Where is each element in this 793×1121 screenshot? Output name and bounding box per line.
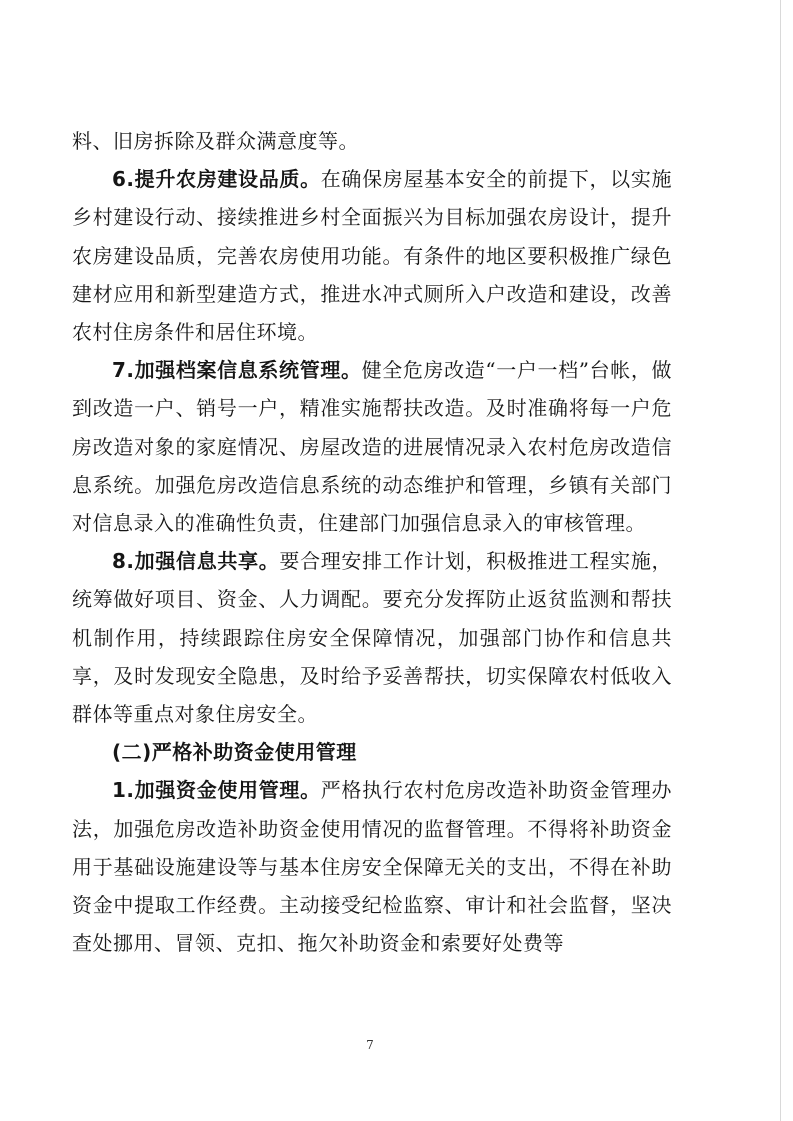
paragraph-item-8 xyxy=(72,542,672,733)
page-number: 7 xyxy=(366,1038,374,1052)
document-body xyxy=(72,122,672,962)
paragraph-heading: 8.加强信息共享。 xyxy=(112,549,280,574)
scan-edge-line xyxy=(780,0,781,1121)
section-heading: (二)严格补助资金使用管理 xyxy=(112,740,357,765)
paragraph-body: 严格执行农村危房改造补助资金管理办法，加强危房改造补助资金使用情况的监督管理。不得将补助资金用于基础设施建设等与基本住房安全保障无关的支出，不得在补助资金中提取工作经费。主动接受纪检监察、审计和社会监督，坚决查处挪用、冒领、克扣、拖欠补助资金和索要好处费等 xyxy=(72,778,673,956)
paragraph-heading: 6.提升农房建设品质。 xyxy=(112,167,321,192)
paragraph-body: 料、旧房拆除及群众满意度等。 xyxy=(72,129,359,153)
paragraph-body: 健全危房改造“一户一档”台帐，做到改造一户、销号一户，精准实施帮扶改造。及时准确将每一户危房改造对象的家庭情况、房屋改造的进展情况录入农村危房改造信息系统。加强危房改造信息系统的动态维护和管理，乡镇有关部门对信息录入的准确性负责，住建部门加强信息录入的审核管理。 xyxy=(72,358,673,536)
paragraph-body: 在确保房屋基本安全的前提下，以实施乡村建设行动、接续推进乡村全面振兴为目标加强农房设计，提升农房建设品质，完善农房使用功能。有条件的地区要积极推广绿色建材应用和新型建造方式，推进水冲式厕所入户改造和建设，改善农村住房条件和居住环境。 xyxy=(72,167,673,345)
paragraph-body: 要合理安排工作计划，积极推进工程实施，统筹做好项目、资金、人力调配。要充分发挥防止返贫监测和帮扶机制作用，持续跟踪住房安全保障情况，加强部门协作和信息共享，及时发现安全隐患，及时给予妥善帮扶，切实保障农村低收入群体等重点对象住房安全。 xyxy=(72,549,673,727)
paragraph-item-7 xyxy=(72,351,672,542)
paragraph-section-item-1 xyxy=(72,771,672,962)
paragraph-heading: 1.加强资金使用管理。 xyxy=(112,778,321,803)
paragraph-continuation xyxy=(72,122,672,160)
paragraph-heading: 7.加强档案信息系统管理。 xyxy=(112,358,362,383)
paragraph-item-6 xyxy=(72,160,672,351)
